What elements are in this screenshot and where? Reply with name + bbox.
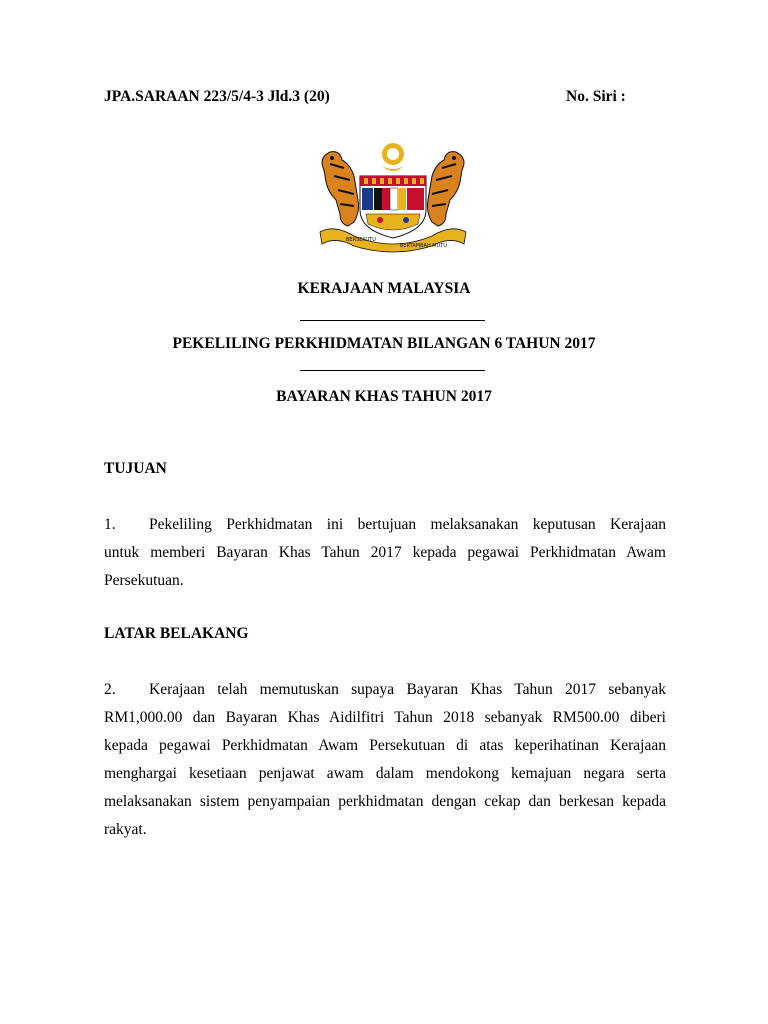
reference-number: JPA.SARAAN 223/5/4-3 Jld.3 (20)	[104, 88, 330, 105]
left-tiger-icon	[322, 152, 359, 226]
paragraph-number: 1.	[104, 516, 116, 533]
serial-number-label: No. Siri :	[566, 88, 626, 105]
background-line-1: 2. Kerajaan telah memutuskan supaya Bayaran Khas Tahun 2017 sebanyak	[104, 676, 666, 704]
coat-of-arms-emblem	[314, 140, 472, 254]
purpose-line-2: untuk memberi Bayaran Khas Tahun 2017 kepada pegawai Perkhidmatan Awam	[104, 544, 666, 561]
motto-left-text: BERSEKUTU	[346, 237, 376, 243]
background-line-4: menghargai kesetiaan penjawat awam dalam mendokong kemajuan negara serta	[104, 765, 666, 782]
motto-right-text: BERTAMBAH MUTU	[400, 243, 447, 249]
section-heading-background: LATAR BELAKANG	[104, 625, 249, 642]
section-heading-purpose: TUJUAN	[104, 460, 167, 477]
background-line-6: rakyat.	[104, 821, 147, 838]
circular-title: PEKELILING PERKHIDMATAN BILANGAN 6 TAHUN 2017	[172, 335, 596, 352]
subject-title: BAYARAN KHAS TAHUN 2017	[276, 388, 492, 405]
background-line-3: kepada pegawai Perkhidmatan Awam Persekutuan di atas keperihatinan Kerajaan	[104, 737, 666, 754]
purpose-paragraph	[104, 511, 666, 595]
right-tiger-icon	[428, 152, 465, 226]
reference-line	[104, 88, 632, 108]
shield-icon	[360, 176, 426, 238]
purpose-line-1: 1. Pekeliling Perkhidmatan ini bertujuan melaksanakan keputusan Kerajaan	[104, 511, 666, 539]
title-divider-bottom	[300, 370, 485, 371]
background-paragraph	[104, 676, 666, 844]
background-line-5: melaksanakan sistem penyampaian perkhidmatan dengan cekap dan berkesan kepada	[104, 793, 666, 810]
crescent-star-icon	[382, 143, 404, 171]
government-title: KERAJAAN MALAYSIA	[297, 280, 471, 297]
paragraph-number: 2.	[104, 681, 116, 698]
background-line-2: RM1,000.00 dan Bayaran Khas Aidilfitri Tahun 2018 sebanyak RM500.00 diberi	[104, 709, 666, 726]
purpose-line-3: Persekutuan.	[104, 572, 184, 589]
title-divider-top	[300, 320, 485, 321]
